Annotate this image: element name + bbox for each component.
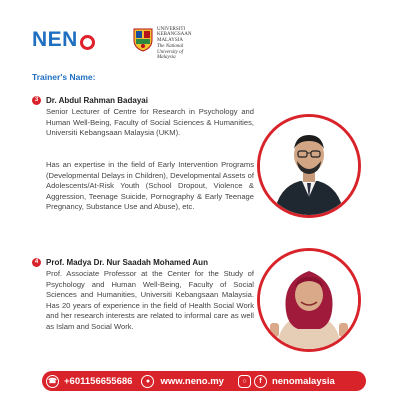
website-link[interactable]: www.neno.my xyxy=(160,375,224,387)
trainer-expertise: Has an expertise in the field of Early Intervention Programs (Developmental Delays in Children), Developmental Assets of Adolescents/At-Risk Youth (School Dropout, Violence & Aggression, Teenage Suicide, Pornography & Early Teenage Pregnancy, Substance Use and Abuse), etc. xyxy=(46,160,254,212)
trainer-bio: Prof. Associate Professor at the Center for the Study of Psychology and Human Well-Being, Faculty of Social Sciences and Humanities, Universiti Kebangsaan Malaysia. Has 20 years of experience in the field of Health Social Work and her research interests are related to informal care as well as Islam and Social Work. xyxy=(46,269,254,331)
trainer-number-badge: 3 xyxy=(32,96,41,105)
man-portrait-icon xyxy=(260,117,358,215)
ukm-tagline: The National University of Malaysia xyxy=(157,44,184,61)
neno-logo xyxy=(32,28,95,52)
neno-logo-text: NEN xyxy=(32,28,78,51)
trainer-name: Prof. Madya Dr. Nur Saadah Mohamed Aun xyxy=(46,258,208,267)
trainer-number-badge: 4 xyxy=(32,258,41,267)
social-handle[interactable]: nenomalaysia xyxy=(271,375,335,387)
whatsapp-icon: ☎ xyxy=(46,375,59,388)
trainer-name: Dr. Abdul Rahman Badayai xyxy=(46,96,148,105)
ukm-crest-icon xyxy=(132,26,154,52)
section-title: Trainer's Name: xyxy=(32,72,96,82)
ukm-name: UNIVERSITI KEBANGSAAN MALAYSIA xyxy=(157,27,192,43)
woman-portrait-icon xyxy=(260,251,358,349)
ukm-logo xyxy=(132,26,202,60)
facebook-icon[interactable]: f xyxy=(254,375,267,388)
instagram-icon[interactable]: ○ xyxy=(238,375,251,388)
trainer-photo xyxy=(257,248,361,352)
trainer-bio: Senior Lecturer of Centre for Research in Psychology and Human Well-Being, Faculty of Social Sciences & Humanities, Universiti Kebangsaan Malaysia (UKM). xyxy=(46,107,254,138)
neno-logo-ring-icon xyxy=(80,35,95,50)
phone-number[interactable]: +601156655686 xyxy=(64,375,133,387)
contact-bar xyxy=(42,371,366,391)
globe-icon: ● xyxy=(141,375,154,388)
trainer-photo xyxy=(257,114,361,218)
